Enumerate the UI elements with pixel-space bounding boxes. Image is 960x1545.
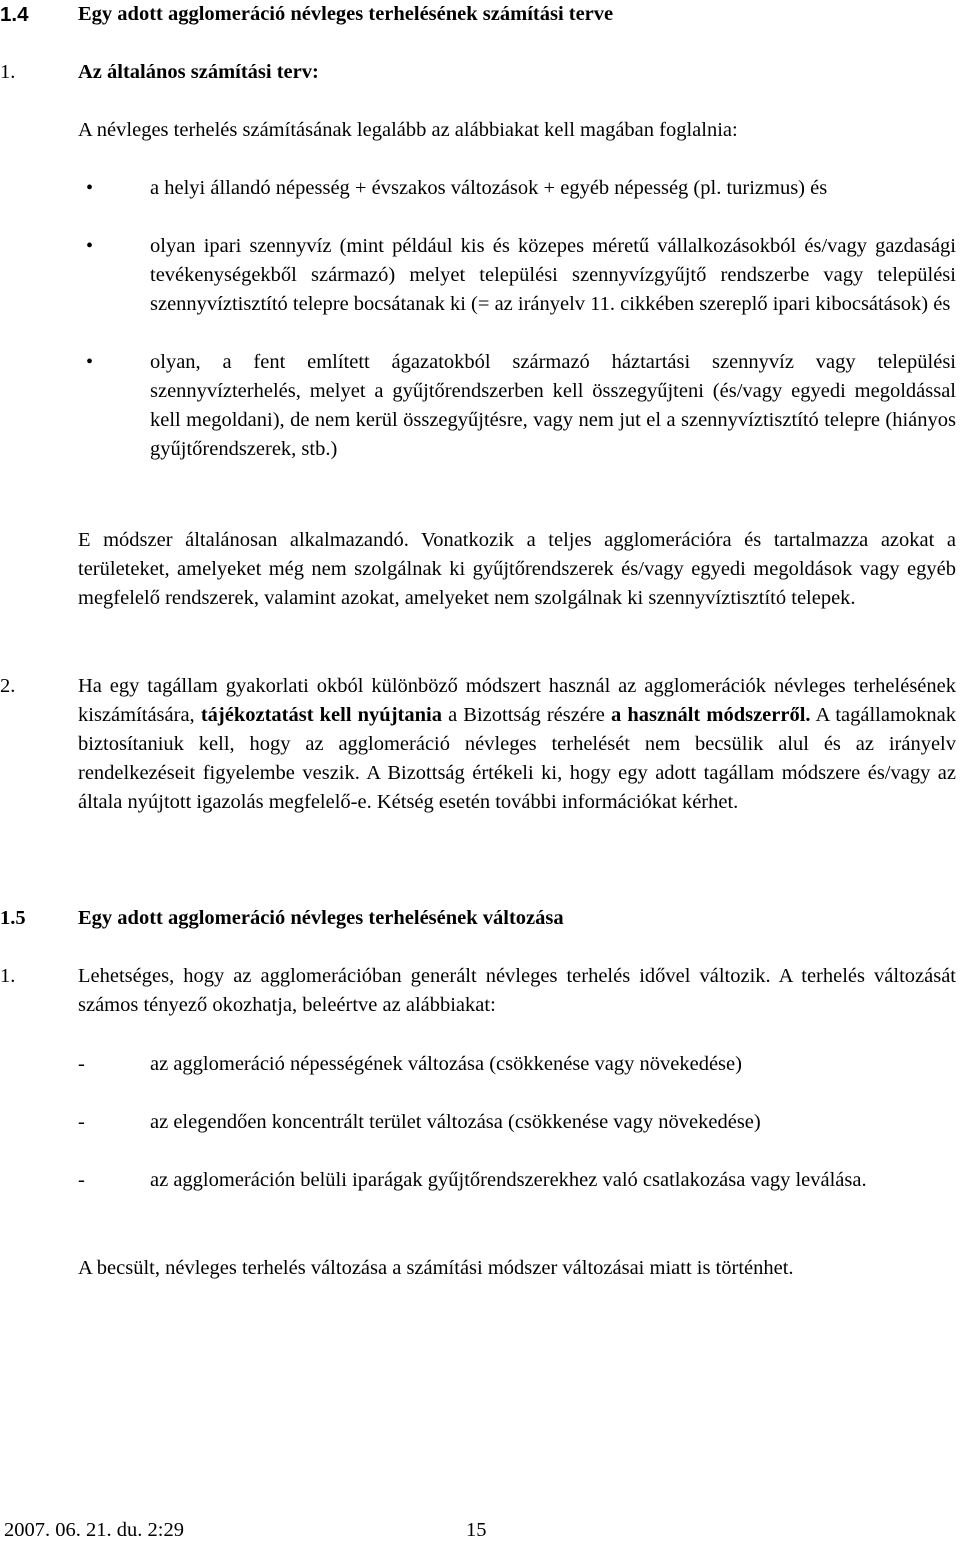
item-2-part2: a Bizottság részére: [441, 704, 611, 726]
bullet-text: a helyi állandó népesség + évszakos változások + egyéb népesség (pl. turizmus) és: [150, 177, 828, 199]
item-2-part3: A tagállamoknak biztosítaniuk kell, hogy az agglomeráció névleges terhelését nem becsülik alul és az irányelv rendelkezéseit figyelembe veszik. A Bizottság értékeli ki, hogy egy adott tagállam módszere és/vagy az általa nyújtott igazolás megfelelő-e. Kétség esetén további információkat kérhet.: [78, 704, 956, 813]
bullet-dot-icon: •: [86, 351, 94, 373]
bullet-text: olyan, a fent említett ágazatokból származó háztartási szennyvíz vagy települési szennyvízterhelés, melyet a gyűjtőrendszerben kell összegyűjteni (és/vagy egyedi megoldással kell megoldani), de nem kerül összegyűjtésre, vagy nem jut el a szennyvíztisztító telepre (hiányos gyűjtőrendszerek, stb.): [150, 351, 956, 460]
section-title: Egy adott agglomeráció névleges terhelésének számítási terve: [78, 3, 614, 25]
bullet-text: olyan ipari szennyvíz (mint például kis és közepes méretű vállalkozásokból és/vagy gazdasági tevékenységekből származó) melyet települési szennyvízgyűjtő rendszerbe vagy települési szennyvíztisztító telepre bocsátanak ki (= az irányelv 11. cikkében szereplő ipari kibocsátások) és: [150, 235, 956, 315]
item-1-heading: [0, 58, 960, 87]
item-1-5-1-text: Lehetséges, hogy az agglomerációban generált névleges terhelés idővel változik. A terhelés változását számos tényező okozhatja, beleértve az alábbiakat:: [78, 965, 956, 1016]
dash-text: az elegendően koncentrált terület változása (csökkenése vagy növekedése): [150, 1111, 761, 1133]
dash-marker: -: [78, 1053, 85, 1075]
footer-date: 2007. 06. 21. du. 2:29: [4, 1519, 184, 1541]
item-1-intro: A névleges terhelés számításának legalább az alábbiakat kell magában foglalnia:: [78, 119, 738, 141]
bullet-dot-icon: •: [86, 235, 94, 257]
section-1-5-heading: [0, 904, 960, 933]
item-2-bold2: a használt módszerről.: [610, 704, 811, 726]
dash-text: az agglomeráción belüli iparágak gyűjtőrendszerekhez való csatlakozása vagy leválása.: [150, 1169, 867, 1191]
item-2-part1: Ha egy tagállam gyakorlati okból különböző módszert használ az agglomerációk névleges terhelésének kiszámítására,: [78, 675, 956, 726]
page-number: 15: [466, 1519, 487, 1541]
section-1-4-heading: [0, 0, 960, 30]
item-2-text: [78, 672, 956, 817]
item-heading: Az általános számítási terv:: [78, 61, 319, 83]
item-number: 2.: [0, 675, 16, 697]
dash-text: az agglomeráció népességének változása (csökkenése vagy növekedése): [150, 1053, 742, 1075]
dash-marker: -: [78, 1169, 85, 1191]
item-1-closing: E módszer általánosan alkalmazandó. Vonatkozik a teljes agglomerációra és tartalmazza azokat a területeket, amelyeket még nem szolgálnak ki gyűjtőrendszerek és/vagy egyedi megoldások vagy egyéb megfelelő rendszerek, valamint azokat, amelyeket nem szolgálnak ki szennyvíztisztító telepek.: [78, 529, 956, 609]
item-2-bold: tájékoztatást kell nyújtania: [200, 704, 442, 726]
item-number: 1.: [0, 61, 16, 83]
section-number: 1.5: [0, 907, 26, 929]
item-number: 1.: [0, 965, 16, 987]
section-number: 1.4: [0, 3, 29, 26]
section-title: Egy adott agglomeráció névleges terhelésének változása: [78, 907, 564, 929]
bullet-dot-icon: •: [86, 177, 94, 199]
dash-marker: -: [78, 1111, 85, 1133]
item-1-5-1-final: A becsült, névleges terhelés változása a számítási módszer változásai miatt is történhet.: [78, 1257, 794, 1279]
